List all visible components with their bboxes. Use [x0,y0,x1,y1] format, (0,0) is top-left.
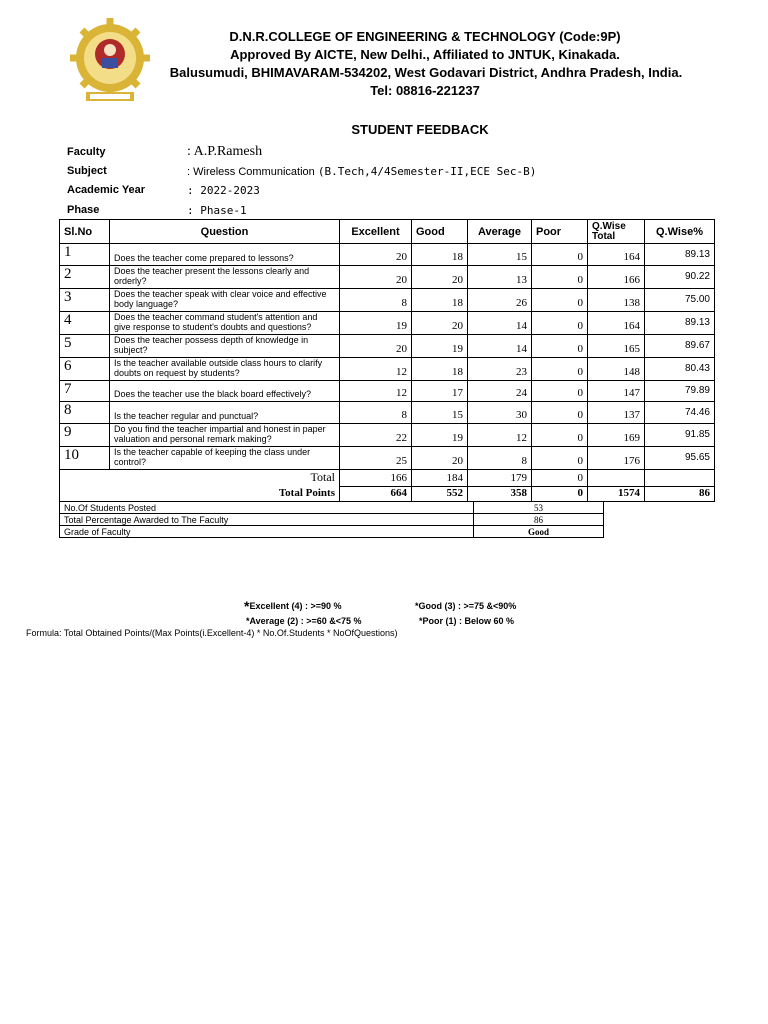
row-qwise-percent: 89.13 [645,311,715,334]
points-average: 358 [468,487,532,502]
row-question: Do you find the teacher impartial and honest in paper valuation and personal remark making? [110,423,340,446]
row-poor: 0 [532,288,588,311]
row-slno: 9 [60,423,110,446]
total-row [60,469,715,487]
row-excellent: 25 [340,446,412,469]
row-qwise-percent: 74.46 [645,402,715,424]
row-qwise-percent: 80.43 [645,357,715,380]
header-good: Good [412,220,468,244]
row-qwise-total: 169 [588,423,645,446]
row-question: Is the teacher regular and punctual? [110,402,340,424]
row-slno: 10 [60,446,110,469]
row-good: 19 [412,334,468,357]
table-row [60,334,715,357]
row-question: Is the teacher available outside class hours to clarify doubts on request by students? [110,357,340,380]
row-slno: 7 [60,380,110,402]
points-good: 552 [412,487,468,502]
row-qwise-total: 138 [588,288,645,311]
summary-table [59,501,604,538]
row-slno: 1 [60,244,110,266]
points-total: 1574 [588,487,645,502]
points-poor: 0 [532,487,588,502]
row-poor: 0 [532,244,588,266]
affiliation-line: Approved By AICTE, New Delhi., Affiliated to JNTUK, Kinakada. [230,47,620,62]
address-line: Balusumudi, BHIMAVARAM-534202, West Godavari District, Andhra Pradesh, India. [169,65,683,80]
legend-average: *Average (2) : >=60 &<75 % [246,616,362,626]
row-qwise-percent: 75.00 [645,288,715,311]
row-good: 15 [412,402,468,424]
row-slno: 6 [60,357,110,380]
summary-value: 86 [474,514,604,526]
row-poor: 0 [532,357,588,380]
header-poor: Poor [532,220,588,244]
row-slno: 5 [60,334,110,357]
summary-row [60,526,604,538]
summary-row [60,514,604,526]
subject-extra: (B.Tech,4/4Semester-II,ECE Sec-B) [317,165,537,178]
row-average: 30 [468,402,532,424]
total-points-label: Total Points [60,487,340,502]
total-empty-1 [588,469,645,487]
row-excellent: 8 [340,402,412,424]
row-good: 18 [412,357,468,380]
row-excellent: 12 [340,357,412,380]
row-question: Does the teacher come prepared to lessons? [110,244,340,266]
row-qwise-total: 148 [588,357,645,380]
row-question: Does the teacher use the black board effectively? [110,380,340,402]
row-average: 15 [468,244,532,266]
row-qwise-percent: 95.65 [645,446,715,469]
points-percent: 86 [645,487,715,502]
row-question: Does the teacher present the lessons clearly and orderly? [110,265,340,288]
total-label: Total [60,469,340,487]
total-poor: 0 [532,469,588,487]
row-poor: 0 [532,446,588,469]
row-average: 12 [468,423,532,446]
summary-row [60,502,604,514]
row-qwise-total: 176 [588,446,645,469]
row-excellent: 20 [340,334,412,357]
row-good: 20 [412,311,468,334]
table-row [60,446,715,469]
legend-excellent [244,598,342,614]
phone-line: Tel: 08816-221237 [370,83,480,98]
subject-name: : Wireless Communication [187,166,315,178]
row-qwise-total: 165 [588,334,645,357]
summary-label: Grade of Faculty [60,526,474,538]
row-good: 18 [412,244,468,266]
row-qwise-percent: 89.67 [645,334,715,357]
asterisk-icon: * [244,598,250,614]
row-average: 26 [468,288,532,311]
row-average: 23 [468,357,532,380]
row-qwise-percent: 79.89 [645,380,715,402]
table-row [60,265,715,288]
header-qwise-total: Q.Wise Total [588,220,645,244]
row-question: Does the teacher speak with clear voice and effective body language? [110,288,340,311]
row-slno: 3 [60,288,110,311]
row-average: 14 [468,334,532,357]
row-excellent: 8 [340,288,412,311]
row-question: Is the teacher capable of keeping the class under control? [110,446,340,469]
row-poor: 0 [532,334,588,357]
table-row [60,244,715,266]
row-qwise-total: 166 [588,265,645,288]
row-good: 17 [412,380,468,402]
row-qwise-percent: 91.85 [645,423,715,446]
total-excellent: 166 [340,469,412,487]
row-qwise-total: 164 [588,311,645,334]
total-points-row [60,487,715,502]
row-average: 24 [468,380,532,402]
row-poor: 0 [532,265,588,288]
row-excellent: 22 [340,423,412,446]
row-good: 20 [412,446,468,469]
row-qwise-total: 164 [588,244,645,266]
phase-label: Phase [67,204,100,216]
row-poor: 0 [532,311,588,334]
header-average: Average [468,220,532,244]
summary-label: No.Of Students Posted [60,502,474,514]
subject-value [187,165,536,178]
row-slno: 4 [60,311,110,334]
table-row [60,423,715,446]
row-question: Does the teacher command student's attention and give response to student's doubts and questions? [110,311,340,334]
row-slno: 8 [60,402,110,424]
summary-label: Total Percentage Awarded to The Faculty [60,514,474,526]
legend-good: *Good (3) : >=75 &<90% [415,601,517,611]
row-poor: 0 [532,380,588,402]
table-row [60,357,715,380]
points-excellent: 664 [340,487,412,502]
row-poor: 0 [532,402,588,424]
row-good: 19 [412,423,468,446]
table-row [60,402,715,424]
row-good: 18 [412,288,468,311]
row-qwise-total: 137 [588,402,645,424]
row-qwise-total: 147 [588,380,645,402]
header-slno: Sl.No [60,220,110,244]
row-excellent: 12 [340,380,412,402]
academic-year-value: : 2022-2023 [187,184,260,197]
legend-excellent-text: Excellent (4) : >=90 % [249,601,342,611]
summary-value: 53 [474,502,604,514]
row-qwise-percent: 89.13 [645,244,715,266]
row-excellent: 19 [340,311,412,334]
header-qwise-percent: Q.Wise% [645,220,715,244]
page-title: STUDENT FEEDBACK [351,122,489,137]
table-row [60,288,715,311]
college-name: D.N.R.COLLEGE OF ENGINEERING & TECHNOLOGY (Code:9P) [229,29,621,44]
header-question: Question [110,220,340,244]
row-average: 8 [468,446,532,469]
row-good: 20 [412,265,468,288]
legend-poor: *Poor (1) : Below 60 % [419,616,515,626]
row-excellent: 20 [340,244,412,266]
row-poor: 0 [532,423,588,446]
feedback-table [59,219,715,502]
phase-value: : Phase-1 [187,204,247,217]
total-average: 179 [468,469,532,487]
row-slno: 2 [60,265,110,288]
row-question: Does the teacher possess depth of knowledge in subject? [110,334,340,357]
summary-value: Good [474,526,604,538]
row-qwise-percent: 90.22 [645,265,715,288]
row-average: 14 [468,311,532,334]
subject-label: Subject [67,165,107,177]
table-row [60,380,715,402]
total-good: 184 [412,469,468,487]
row-average: 13 [468,265,532,288]
formula-text: Formula: Total Obtained Points/(Max Points(i.Excellent-4) * No.Of.Students * NoOfQuestions) [26,628,398,638]
faculty-value: : A.P.Ramesh [187,144,263,159]
row-excellent: 20 [340,265,412,288]
table-row [60,311,715,334]
header-excellent: Excellent [340,220,412,244]
faculty-label: Faculty [67,146,106,158]
academic-year-label: Academic Year [67,184,146,196]
college-logo [62,14,158,106]
total-empty-2 [645,469,715,487]
